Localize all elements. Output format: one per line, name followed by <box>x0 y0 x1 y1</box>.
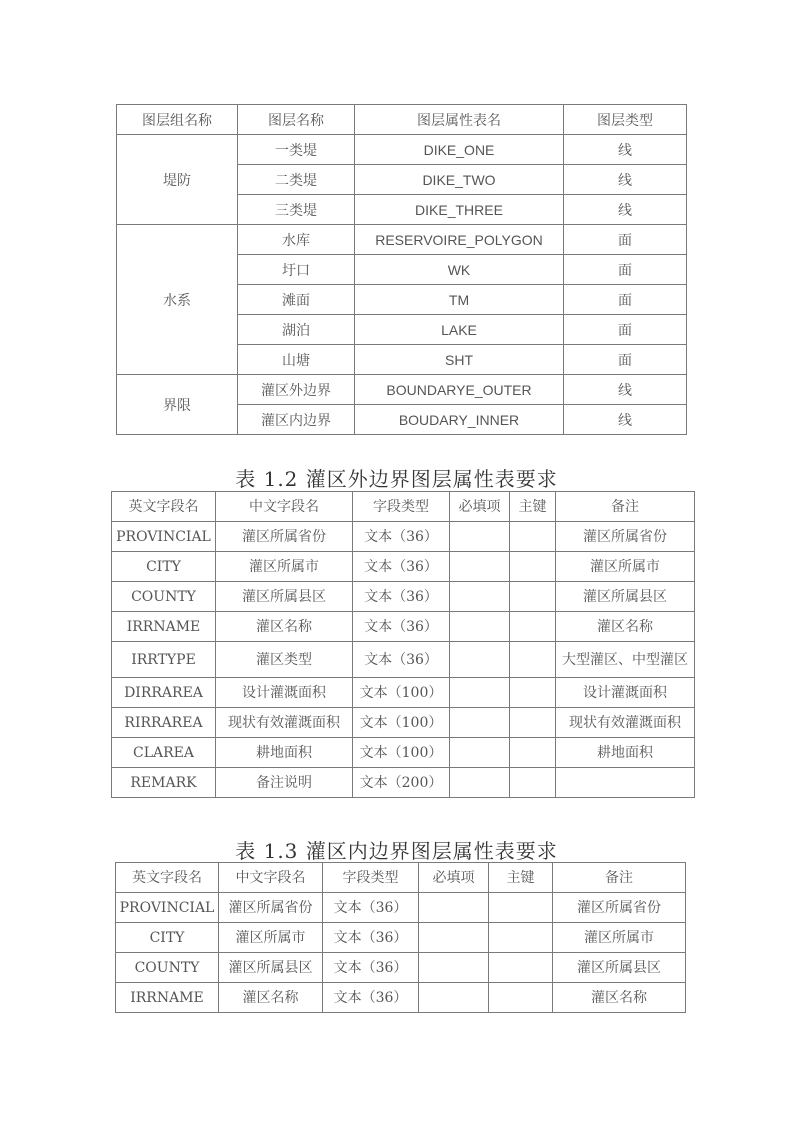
table-cell <box>489 983 553 1013</box>
table-row <box>117 375 687 405</box>
table-cell: PROVINCIAL <box>116 893 219 923</box>
table-cell: 灌区所属县区 <box>219 953 323 983</box>
table-cell: 设计灌溉面积 <box>556 678 695 708</box>
table-cell <box>510 522 556 552</box>
table-cell: 面 <box>564 315 687 345</box>
group-name-cell: 水系 <box>117 225 238 375</box>
table-cell <box>450 552 510 582</box>
table-cell: 灌区所属省份 <box>219 893 323 923</box>
table-cell: 灌区内边界 <box>238 405 355 435</box>
table-cell: RESERVOIRE_POLYGON <box>355 225 564 255</box>
table-cell: 灌区名称 <box>219 983 323 1013</box>
table-cell: 滩面 <box>238 285 355 315</box>
header-cell: 主键 <box>489 863 553 893</box>
table-row <box>112 612 695 642</box>
table-cell: DIKE_TWO <box>355 165 564 195</box>
table-cell: 灌区所属省份 <box>216 522 353 552</box>
table-cell: 灌区外边界 <box>238 375 355 405</box>
table-cell: 水库 <box>238 225 355 255</box>
header-cell: 中文字段名 <box>219 863 323 893</box>
header-cell: 必填项 <box>419 863 489 893</box>
table-cell: LAKE <box>355 315 564 345</box>
table-row <box>112 738 695 768</box>
table-cell: 面 <box>564 285 687 315</box>
header-cell: 必填项 <box>450 492 510 522</box>
table-cell: 现状有效灌溉面积 <box>216 708 353 738</box>
table-cell: 面 <box>564 345 687 375</box>
table-cell: 灌区名称 <box>216 612 353 642</box>
table-cell <box>450 708 510 738</box>
table-cell: 圩口 <box>238 255 355 285</box>
table-cell <box>419 983 489 1013</box>
table-cell: 灌区所属市 <box>216 552 353 582</box>
table-cell: 山塘 <box>238 345 355 375</box>
table-cell: 备注说明 <box>216 768 353 798</box>
table-cell: 文本（36） <box>323 893 419 923</box>
table-cell <box>419 893 489 923</box>
table-cell: 文本（36） <box>323 953 419 983</box>
table-cell: 线 <box>564 405 687 435</box>
table-cell: 一类堤 <box>238 135 355 165</box>
table-cell <box>510 678 556 708</box>
header-cell: 图层类型 <box>564 105 687 135</box>
table-cell: 设计灌溉面积 <box>216 678 353 708</box>
table-row <box>117 225 687 255</box>
table-cell: 灌区所属省份 <box>553 893 686 923</box>
table-cell <box>450 522 510 552</box>
table-cell: IRRTYPE <box>112 642 216 678</box>
table-cell <box>489 893 553 923</box>
table-row <box>116 983 686 1013</box>
table-cell: REMARK <box>112 768 216 798</box>
table-row <box>112 582 695 612</box>
table-cell: 灌区所属省份 <box>556 522 695 552</box>
table-caption: 表 1.2 灌区外边界图层属性表要求 <box>235 467 558 491</box>
table-cell <box>510 642 556 678</box>
table-cell: 湖泊 <box>238 315 355 345</box>
table-cell: 灌区类型 <box>216 642 353 678</box>
table-cell <box>510 552 556 582</box>
table-cell <box>450 768 510 798</box>
table-cell: 文本（100） <box>353 678 450 708</box>
table-cell: 文本（36） <box>353 582 450 612</box>
table-cell <box>419 953 489 983</box>
table-cell: 面 <box>564 225 687 255</box>
table-cell: 文本（200） <box>353 768 450 798</box>
table-cell: 线 <box>564 375 687 405</box>
header-cell: 主键 <box>510 492 556 522</box>
table-row <box>116 953 686 983</box>
table-header-row <box>116 863 686 893</box>
outer-boundary-attribute-table <box>111 491 695 798</box>
table-cell: CITY <box>116 923 219 953</box>
table-cell: 文本（100） <box>353 708 450 738</box>
table-cell: 线 <box>564 165 687 195</box>
header-cell: 备注 <box>553 863 686 893</box>
header-cell: 备注 <box>556 492 695 522</box>
table-row <box>112 708 695 738</box>
header-cell: 字段类型 <box>323 863 419 893</box>
table-cell: IRRNAME <box>112 612 216 642</box>
table-cell: 文本（36） <box>353 552 450 582</box>
table-cell: 文本（36） <box>323 923 419 953</box>
table-cell: COUNTY <box>112 582 216 612</box>
table-row <box>117 135 687 165</box>
inner-boundary-attribute-table <box>115 862 686 1013</box>
table-cell: 线 <box>564 195 687 225</box>
table-row <box>116 893 686 923</box>
table-cell <box>450 642 510 678</box>
table-cell: 灌区所属市 <box>553 923 686 953</box>
table-cell: 面 <box>564 255 687 285</box>
header-cell: 中文字段名 <box>216 492 353 522</box>
table-cell: BOUNDARYE_OUTER <box>355 375 564 405</box>
header-cell: 英文字段名 <box>112 492 216 522</box>
table-cell: 灌区名称 <box>556 612 695 642</box>
group-name-cell: 界限 <box>117 375 238 435</box>
table-cell: DIKE_ONE <box>355 135 564 165</box>
table-cell: DIRRAREA <box>112 678 216 708</box>
table-cell: 灌区所属市 <box>219 923 323 953</box>
table-cell: 现状有效灌溉面积 <box>556 708 695 738</box>
group-name-cell: 堤防 <box>117 135 238 225</box>
table-cell <box>510 612 556 642</box>
table-row <box>112 522 695 552</box>
table-cell: CITY <box>112 552 216 582</box>
header-cell: 英文字段名 <box>116 863 219 893</box>
table-cell: 文本（36） <box>323 983 419 1013</box>
table-cell: 灌区所属县区 <box>553 953 686 983</box>
table-cell <box>450 738 510 768</box>
table-cell <box>489 923 553 953</box>
layer-table <box>116 104 687 435</box>
table-cell: RIRRAREA <box>112 708 216 738</box>
table-cell: CLAREA <box>112 738 216 768</box>
table-cell: PROVINCIAL <box>112 522 216 552</box>
table-cell: COUNTY <box>116 953 219 983</box>
table-cell: IRRNAME <box>116 983 219 1013</box>
table-cell: 耕地面积 <box>216 738 353 768</box>
table-cell: 灌区所属县区 <box>216 582 353 612</box>
table-cell <box>556 768 695 798</box>
table-cell: 灌区所属市 <box>556 552 695 582</box>
table-cell <box>450 678 510 708</box>
table-cell <box>510 582 556 612</box>
table-cell: 文本（36） <box>353 612 450 642</box>
table-cell: 线 <box>564 135 687 165</box>
table-cell: DIKE_THREE <box>355 195 564 225</box>
table-cell <box>510 768 556 798</box>
table-cell: 文本（100） <box>353 738 450 768</box>
header-cell: 图层属性表名 <box>355 105 564 135</box>
table-cell: BOUDARY_INNER <box>355 405 564 435</box>
table-cell <box>489 953 553 983</box>
table-cell: WK <box>355 255 564 285</box>
table-cell: 二类堤 <box>238 165 355 195</box>
table-cell: 耕地面积 <box>556 738 695 768</box>
table-header-row <box>112 492 695 522</box>
table-cell: 文本（36） <box>353 642 450 678</box>
table-cell <box>510 708 556 738</box>
table-cell <box>419 923 489 953</box>
table-row <box>112 768 695 798</box>
header-cell: 图层组名称 <box>117 105 238 135</box>
table-cell: 三类堤 <box>238 195 355 225</box>
table-header-row <box>117 105 687 135</box>
table-cell: TM <box>355 285 564 315</box>
header-cell: 字段类型 <box>353 492 450 522</box>
table-cell: 灌区所属县区 <box>556 582 695 612</box>
table-row <box>112 552 695 582</box>
table-row <box>112 642 695 678</box>
table-row <box>116 923 686 953</box>
table-cell: 灌区名称 <box>553 983 686 1013</box>
table-cell: 大型灌区、中型灌区 <box>556 642 695 678</box>
table-cell <box>450 582 510 612</box>
header-cell: 图层名称 <box>238 105 355 135</box>
table-caption: 表 1.3 灌区内边界图层属性表要求 <box>235 839 558 863</box>
table-cell <box>450 612 510 642</box>
table-cell: SHT <box>355 345 564 375</box>
table-cell <box>510 738 556 768</box>
table-row <box>112 678 695 708</box>
table-cell: 文本（36） <box>353 522 450 552</box>
